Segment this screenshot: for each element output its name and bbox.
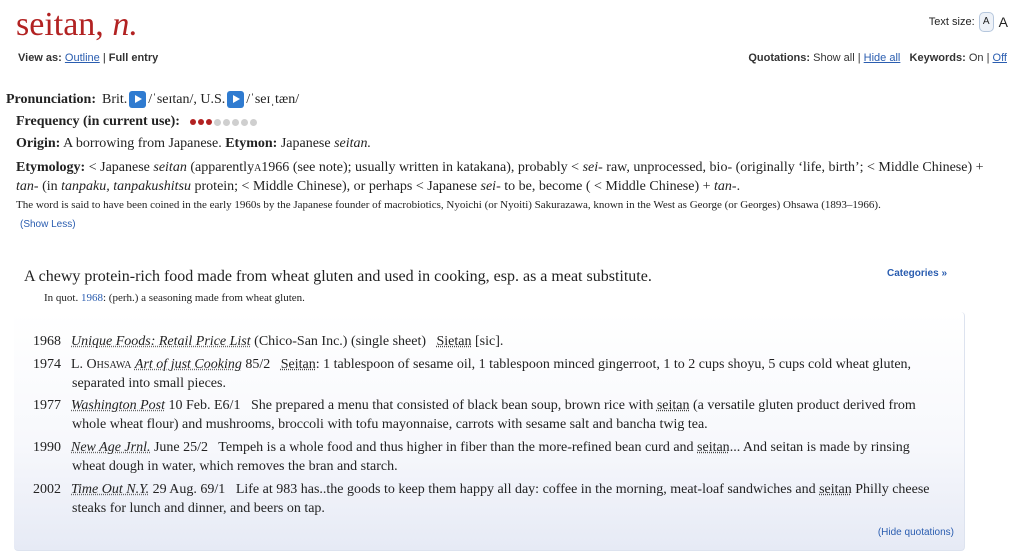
hide-quotations-link[interactable]: (Hide quotations) [877,527,954,538]
in-quot-text: : (perh.) a seasoning made from wheat gluten. [102,292,305,304]
quotation-continuation: wheat dough in water, which removes the bran and starch. [72,459,398,474]
quotation-ref: 10 Feb. E6/1 [168,398,241,413]
quotation-ref: June 25/2 [153,440,209,455]
quotation-year: 1968 [33,334,61,349]
etymon-word: seitan. [334,136,372,151]
quotation-source[interactable]: Time Out N.Y. [71,482,150,497]
frequency-dot-empty [214,119,221,126]
etymology-date: a1966 [254,160,290,175]
etymology-word: seitan [153,160,187,175]
quotation-row [33,396,948,434]
separator: | [986,52,990,64]
quotation-keyword: seitan [819,482,852,497]
quotation-text: [sic]. [475,334,504,349]
categories-link[interactable]: Categories » [887,268,948,279]
origin-text: A borrowing from Japanese. [63,136,222,151]
show-less-link[interactable]: (Show Less) [20,219,76,230]
frequency-dots[interactable] [190,119,257,126]
quotation-row [33,332,948,351]
frequency-dot-empty [250,119,257,126]
etymology-word: tanpaku, tanpakushitsu [61,179,192,194]
keywords-label: Keywords: [909,52,966,64]
frequency-dot-filled [190,119,196,125]
quotation-ref: 29 Aug. 69/1 [152,482,226,497]
quotation-text: She prepared a menu that consisted of black bean soup, brown rice with [250,398,654,413]
quotation-continuation: whole wheat flour) and mushrooms, broccoli with tofu mayonnaise, carrots with sesame salt and bancha twig tea. [72,417,708,432]
brit-label: Brit. [101,91,128,107]
etymology-text: < Japanese [88,160,150,175]
frequency-dot-empty [241,119,248,126]
headword-text: seitan, [16,6,104,43]
origin [16,136,371,152]
quotation-keyword: Seitan [280,357,316,372]
quotation-source[interactable]: Washington Post [71,398,165,413]
quotation-row [33,438,948,476]
etymology-note: The word is said to have been coined in the early 1960s by the Japanese founder of macrobiotics, Nyoichi (or Nyoiti) Sakurazawa, known in the West as George (or Georges) Ohsawa (1893–1966). [16,199,881,211]
play-audio-brit-icon[interactable] [129,91,146,108]
brit-ipa: /ˈseɪtan/, [148,91,197,107]
keywords-off-link[interactable]: Off [992,52,1007,64]
quotation-text: Philly cheese [855,482,930,497]
quotation-row [33,355,948,393]
etymon-text: Japanese [280,136,331,151]
quotation-keyword: seitan [697,440,730,455]
etymology-text: to be, become ( < Middle Chinese) + [504,179,711,194]
hide-all-link[interactable]: Hide all [863,52,901,64]
etymology-text: (see note); usually written in katakana), probably < [292,160,580,175]
part-of-speech: n. [112,6,138,43]
us-label: U.S. [200,91,226,107]
quotation-author: L. Ohsawa [71,357,132,372]
quotation-ref: (Chico-San Inc.) (single sheet) [254,334,426,349]
etymology-word: sei- [582,160,603,175]
etymology-word: sei- [480,179,501,194]
keywords-on-current: On [968,52,984,64]
full-entry-view: Full entry [108,52,159,64]
show-all-current: Show all [813,52,855,64]
sense-note [44,292,305,304]
text-size-label: Text size: [928,16,975,28]
separator: | [102,52,106,64]
view-as-label: View as: [18,52,62,64]
quotation-text: Life at 983 has..the goods to keep them happy all day: coffee in the morning, meat-loaf sandwiches and [235,482,816,497]
etymology-label: Etymology: [16,160,86,175]
quotation-controls [748,52,1007,64]
etymology-text: raw, unprocessed, bio- (originally ‘life, birth’; < Middle Chinese) + [606,160,984,175]
etymon-label: Etymon: [225,136,278,151]
frequency-label: Frequency (in current use): [16,114,180,129]
frequency-dot-empty [223,119,230,126]
separator: | [857,52,861,64]
quotations-panel [14,312,965,551]
origin-label: Origin: [16,136,61,151]
frequency-dot-filled [198,119,204,125]
etymology-word: tan- [16,179,39,194]
quotation-row [33,480,948,518]
play-audio-us-icon[interactable] [227,91,244,108]
frequency-dot-filled [206,119,212,125]
quotation-text: ... And seitan is made by rinsing [729,440,910,455]
etymology-text: (in [42,179,58,194]
etymology [16,158,996,196]
quotation-year: 1974 [33,357,61,372]
quotation-keyword: Sietan [436,334,472,349]
quotation-ref: 85/2 [245,357,271,372]
in-quot-year-link[interactable]: 1968 [80,292,103,304]
quotation-year: 1990 [33,440,61,455]
quotation-text: : 1 tablespoon of sesame oil, 1 tablespoon minced gingerroot, 1 to 2 cups shoyu, 5 cups cold wheat gluten, [315,357,912,372]
frequency [16,114,257,130]
quotation-continuation: steaks for lunch and dinner, and beers on tap. [72,501,325,516]
etymology-word: tan- [714,179,737,194]
sense-definition: A chewy protein-rich food made from wheat gluten and used in cooking, esp. as a meat substitute. [24,268,652,285]
etymology-text: . [736,179,741,194]
outline-view-link[interactable]: Outline [64,52,100,64]
text-size-large-button[interactable]: A [998,14,1008,30]
quotation-source[interactable]: New Age Jrnl. [71,440,151,455]
text-size-small-button[interactable]: A [979,12,994,32]
us-ipa: /ˈseɪˌtæn/ [246,91,300,107]
frequency-dot-empty [232,119,239,126]
view-as-bar [18,52,158,64]
quotation-text: Tempeh is a whole food and thus higher in fiber than the more-refined bean curd and [218,440,694,455]
headword [16,2,138,48]
quotation-source[interactable]: Unique Foods: Retail Price List [71,334,251,349]
pronunciation-label: Pronunciation: [6,91,96,107]
in-quot-label: In quot. [44,292,79,304]
etymology-text: (apparently [190,160,255,175]
etymology-text: protein; < Middle Chinese), or perhaps < Japanese [194,179,478,194]
quotations-label: Quotations: [748,52,811,64]
quotation-keyword: seitan [656,398,690,413]
quotation-source[interactable]: Art of just Cooking [134,357,242,372]
pronunciation [6,91,299,108]
quotation-year: 2002 [33,482,61,497]
text-size-control [929,12,1008,32]
quotation-year: 1977 [33,398,61,413]
quotation-continuation: separated into small pieces. [72,376,226,391]
quotation-text: (a versatile gluten product derived from [693,398,916,413]
